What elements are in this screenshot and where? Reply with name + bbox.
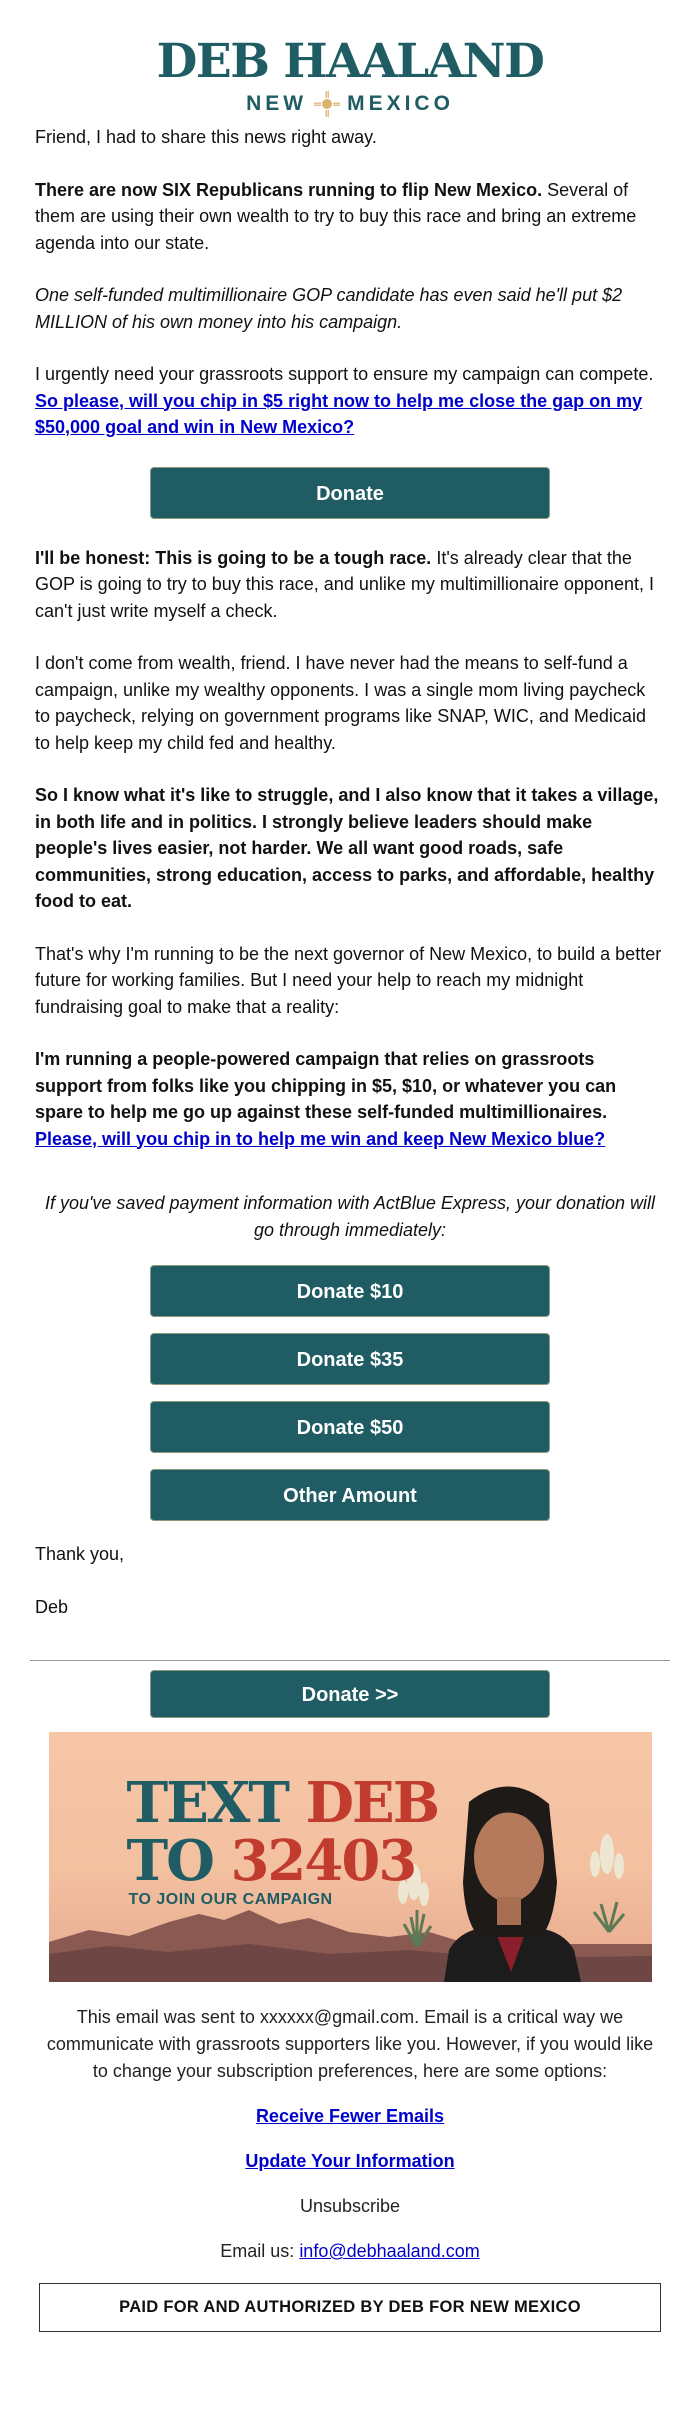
donate-10-button[interactable]: Donate $10 [150, 1265, 550, 1317]
logo-state-right: MEXICO [347, 92, 454, 115]
email-footer [0, 1982, 700, 2265]
email-body [0, 124, 700, 1620]
keep-nm-blue-link[interactable]: Please, will you chip in to help me win and keep New Mexico blue? [35, 1128, 606, 1149]
paragraph-background: I don't come from wealth, friend. I have never had the means to self-fund a campaign, unlike my wealthy opponents. I was a single mom living paycheck to paycheck, relying on government programs like SNAP, WIC, and Medicaid to help keep my child fed and healthy. [35, 653, 646, 753]
donate-button[interactable]: Donate [150, 467, 550, 519]
signature: Deb [35, 1596, 69, 1617]
email-us-link[interactable]: info@debhaaland.com [299, 2241, 480, 2261]
donate-button-row [35, 467, 665, 519]
banner-deb-word: DEB [305, 1770, 439, 1836]
donate-more-button[interactable]: Donate >> [150, 1670, 550, 1718]
paragraph-bold: So I know what it's like to struggle, and I also know that it takes a village, in both life and in politics. I strongly believe leaders should make people's lives easier, not harder. We all want good roads, safe communities, strong education, access to parks, and affordable, healthy food to eat. [35, 785, 659, 911]
paragraph-text: It's already clear that the GOP is going to try to buy this race, and unlike my multimillionaire opponent, I can't just write myself a check. [35, 547, 654, 621]
paragraph-village [35, 782, 665, 915]
banner-headline [126, 1770, 439, 1894]
banner-line-2 [126, 1828, 439, 1894]
footer-donate-row [0, 1670, 700, 1718]
logo-state [0, 90, 700, 118]
logo-name: DEB HAALAND [156, 34, 544, 89]
receive-fewer-emails-link[interactable]: Receive Fewer Emails [255, 2106, 445, 2126]
paragraph-text: I urgently need your grassroots support to ensure my campaign can compete. [35, 364, 654, 384]
actblue-note-text: If you've saved payment information with ActBlue Express, your donation will go through immediately: [44, 1193, 656, 1240]
banner-line-1 [126, 1770, 439, 1836]
banner-subline: TO JOIN OUR CAMPAIGN [128, 1891, 333, 1908]
paragraph-people-powered [35, 1046, 665, 1152]
footer-notice: This email was sent to xxxxxx@gmail.com. Email is a critical way we communicate with grassroots supporters like you. However, if you would like to change your subscription preferences, here are some options: [46, 2007, 654, 2081]
update-information-link[interactable]: Update Your Information [245, 2151, 455, 2171]
logo-state-left: NEW [246, 92, 308, 115]
donate-35-button[interactable]: Donate $35 [150, 1333, 550, 1385]
footer-fewer-emails-row [42, 2103, 658, 2130]
chip-in-5-link[interactable]: So please, will you chip in $5 right now to help me close the gap on my $50,000 goal and win in New Mexico? [35, 390, 643, 437]
banner-text-word: TEXT [126, 1770, 288, 1836]
banner-shortcode: 32403 [230, 1828, 416, 1894]
paragraph-bold-lead: I'll be honest: This is going to be a tough race. [35, 547, 432, 568]
unsubscribe-link[interactable]: Unsubscribe [299, 2196, 401, 2216]
zia-sun-icon [313, 90, 341, 118]
signoff: Thank you, [35, 1544, 125, 1564]
paragraph-bold: I'm running a people-powered campaign that relies on grassroots support from folks like you chipping in $5, $10, or whatever you can spare to help me go up against these self-funded multimillionaires. [35, 1049, 617, 1122]
paragraph-self-funded [35, 282, 665, 335]
actblue-note [35, 1190, 665, 1243]
footer-update-info-row [42, 2148, 658, 2175]
footer-email-us [42, 2238, 658, 2265]
campaign-logo [0, 0, 700, 124]
paragraph-text: Several of them are using their own wealth to try to buy this race and bring an extreme agenda into our state. [35, 179, 637, 253]
donation-amount-buttons [35, 1265, 665, 1521]
candidate-portrait [444, 1786, 581, 1982]
paragraph-urgent-support [35, 361, 665, 441]
divider [30, 1660, 670, 1661]
other-amount-button[interactable]: Other Amount [150, 1469, 550, 1521]
paragraph-italic: One self-funded multimillionaire GOP candidate has even said he'll put $2 MILLION of his own money into his campaign. [35, 285, 623, 332]
banner-to-word: TO [126, 1828, 213, 1894]
paragraph-six-republicans [35, 177, 665, 257]
yucca-right [594, 1902, 624, 1932]
donate-50-button[interactable]: Donate $50 [150, 1401, 550, 1453]
greeting: Friend, I had to share this news right away. [35, 127, 377, 147]
paragraph-governor: That's why I'm running to be the next governor of New Mexico, to build a better future for working families. But I need your help to reach my midnight fundraising goal to make that a reality: [35, 943, 662, 1017]
paragraph-bold-lead: There are now SIX Republicans running to flip New Mexico. [35, 179, 543, 200]
paragraph-tough-race [35, 545, 665, 625]
paid-for-disclaimer: PAID FOR AND AUTHORIZED BY DEB FOR NEW MEXICO [39, 2283, 661, 2332]
text-to-join-banner[interactable] [49, 1732, 652, 1982]
email-us-label: Email us: [220, 2241, 300, 2261]
